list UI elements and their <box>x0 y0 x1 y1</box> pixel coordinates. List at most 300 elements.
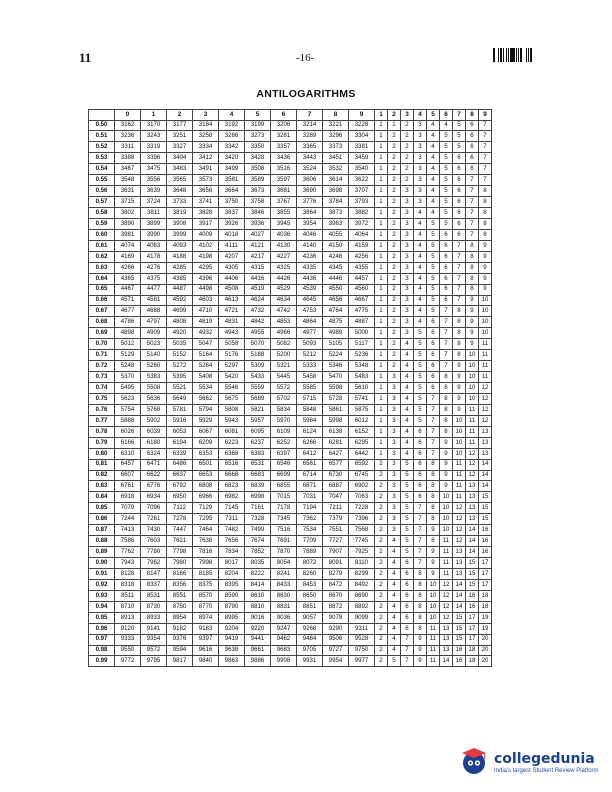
antilog-value: 9162 <box>167 623 193 634</box>
antilog-value: 8453 <box>297 579 323 590</box>
antilog-value: 5236 <box>349 350 375 361</box>
antilog-value: 3589 <box>245 175 271 186</box>
mean-difference: 18 <box>466 656 479 667</box>
mean-difference: 9 <box>466 317 479 328</box>
antilog-value: 3673 <box>245 186 271 197</box>
mean-difference: 4 <box>427 120 440 131</box>
antilog-value: 4276 <box>141 262 167 273</box>
mean-difference: 6 <box>401 612 414 623</box>
row-key: 0.84 <box>89 492 115 503</box>
antilog-value: 4603 <box>193 295 219 306</box>
mean-difference: 5 <box>427 218 440 229</box>
antilog-value: 7638 <box>193 536 219 547</box>
mean-difference: 13 <box>453 568 466 579</box>
antilog-value: 7816 <box>193 547 219 558</box>
row-key: 0.79 <box>89 437 115 448</box>
mean-difference: 5 <box>414 393 427 404</box>
antilog-value: 9977 <box>349 656 375 667</box>
row-key: 0.56 <box>89 186 115 197</box>
antilog-value: 5164 <box>193 350 219 361</box>
antilog-value: 3681 <box>271 186 297 197</box>
mean-difference: 7 <box>453 251 466 262</box>
row-key: 0.52 <box>89 142 115 153</box>
mean-difference: 12 <box>440 590 453 601</box>
row-key: 0.86 <box>89 514 115 525</box>
antilog-value: 3214 <box>297 120 323 131</box>
row-key: 0.76 <box>89 404 115 415</box>
mean-difference: 2 <box>375 470 388 481</box>
antilog-value: 4140 <box>297 240 323 251</box>
antilog-value: 5433 <box>245 372 271 383</box>
table-row <box>89 547 492 558</box>
antilog-value: 8710 <box>115 601 141 612</box>
mean-difference: 1 <box>375 415 388 426</box>
antilog-value: 4819 <box>193 317 219 328</box>
row-key: 0.89 <box>89 547 115 558</box>
mean-difference: 6 <box>427 328 440 339</box>
antilog-value: 5129 <box>115 350 141 361</box>
mean-difference: 3 <box>388 426 401 437</box>
antilog-value: 7194 <box>297 503 323 514</box>
mean-difference: 2 <box>388 131 401 142</box>
antilog-value: 9141 <box>141 623 167 634</box>
mean-difference: 9 <box>466 339 479 350</box>
mean-difference: 6 <box>466 164 479 175</box>
mean-difference: 7 <box>427 404 440 415</box>
row-key: 0.54 <box>89 164 115 175</box>
mean-difference: 4 <box>427 197 440 208</box>
antilog-value: 9908 <box>271 656 297 667</box>
mean-difference: 1 <box>375 306 388 317</box>
mean-difference: 7 <box>440 350 453 361</box>
antilog-value: 4732 <box>245 306 271 317</box>
mean-difference: 10 <box>466 361 479 372</box>
antilog-value: 6486 <box>167 459 193 470</box>
antilog-value: 3581 <box>219 175 245 186</box>
antilog-value: 5984 <box>297 415 323 426</box>
antilog-value: 3565 <box>167 175 193 186</box>
antilog-value: 5768 <box>141 404 167 415</box>
antilog-value: 6053 <box>167 426 193 437</box>
mean-difference: 8 <box>466 273 479 284</box>
antilog-value: 4710 <box>193 306 219 317</box>
row-key: 0.87 <box>89 525 115 536</box>
antilog-value: 3467 <box>115 164 141 175</box>
antilog-value: 5212 <box>297 350 323 361</box>
antilog-value: 3954 <box>297 218 323 229</box>
mean-difference: 2 <box>401 164 414 175</box>
mean-difference: 1 <box>375 142 388 153</box>
antilog-value: 7430 <box>141 525 167 536</box>
mean-difference: 2 <box>375 645 388 656</box>
mean-difference: 9 <box>479 240 492 251</box>
antilog-value: 9078 <box>323 612 349 623</box>
mean-difference: 9 <box>453 404 466 415</box>
mean-difference: 7 <box>453 295 466 306</box>
mean-difference: 11 <box>427 623 440 634</box>
mean-difference: 4 <box>427 164 440 175</box>
mean-difference: 3 <box>388 470 401 481</box>
antilog-value: 3741 <box>193 197 219 208</box>
antilog-value: 5470 <box>323 372 349 383</box>
antilog-value: 5675 <box>219 393 245 404</box>
column-header-difference: 7 <box>453 110 466 121</box>
mean-difference: 6 <box>453 229 466 240</box>
antilog-value: 5058 <box>219 339 245 350</box>
antilog-value: 5929 <box>193 415 219 426</box>
antilog-value: 7079 <box>115 503 141 514</box>
antilog-value: 6902 <box>349 481 375 492</box>
antilog-value: 6138 <box>323 426 349 437</box>
antilog-value: 6209 <box>193 437 219 448</box>
antilog-value: 4207 <box>219 251 245 262</box>
antilog-value: 6561 <box>297 459 323 470</box>
mean-difference: 5 <box>427 306 440 317</box>
mean-difference: 6 <box>440 295 453 306</box>
antilog-value: 7852 <box>245 547 271 558</box>
mean-difference: 9 <box>440 481 453 492</box>
column-header-main: 6 <box>271 110 297 121</box>
mean-difference: 5 <box>414 372 427 383</box>
antilog-value: 3656 <box>193 186 219 197</box>
antilog-value: 6310 <box>115 448 141 459</box>
antilog-value: 4550 <box>323 284 349 295</box>
mean-difference: 5 <box>401 470 414 481</box>
mean-difference: 3 <box>401 284 414 295</box>
row-key: 0.97 <box>89 634 115 645</box>
mean-difference: 1 <box>375 404 388 415</box>
table-row <box>89 459 492 470</box>
mean-difference: 19 <box>479 623 492 634</box>
antilog-value: 5035 <box>167 339 193 350</box>
mean-difference: 3 <box>414 120 427 131</box>
antilog-value: 8570 <box>193 590 219 601</box>
mean-difference: 6 <box>401 568 414 579</box>
antilog-value: 4130 <box>271 240 297 251</box>
mean-difference: 2 <box>388 142 401 153</box>
mean-difference: 2 <box>388 251 401 262</box>
antilog-value: 3758 <box>245 197 271 208</box>
graduate-cap-icon <box>458 746 490 778</box>
mean-difference: 13 <box>466 503 479 514</box>
mean-difference: 13 <box>466 514 479 525</box>
mean-difference: 6 <box>427 372 440 383</box>
antilog-value: 5224 <box>323 350 349 361</box>
antilog-value: 7063 <box>349 492 375 503</box>
antilog-value: 6531 <box>245 459 271 470</box>
mean-difference: 3 <box>388 415 401 426</box>
table-row <box>89 481 492 492</box>
antilog-value: 4529 <box>271 284 297 295</box>
mean-difference: 11 <box>453 492 466 503</box>
antilog-value: 3664 <box>219 186 245 197</box>
antilog-value: 8433 <box>271 579 297 590</box>
antilog-value: 4742 <box>271 306 297 317</box>
antilog-value: 4898 <box>115 328 141 339</box>
antilog-value: 8650 <box>297 590 323 601</box>
antilog-value: 8995 <box>219 612 245 623</box>
mean-difference: 20 <box>479 656 492 667</box>
mean-difference: 2 <box>375 481 388 492</box>
antilog-value: 4426 <box>271 273 297 284</box>
antilog-value: 3573 <box>193 175 219 186</box>
mean-difference: 15 <box>453 634 466 645</box>
antilog-value: 4198 <box>193 251 219 262</box>
antilog-value: 7907 <box>323 547 349 558</box>
mean-difference: 12 <box>440 579 453 590</box>
mean-difference: 4 <box>401 415 414 426</box>
mean-difference: 11 <box>479 361 492 372</box>
antilog-value: 5420 <box>219 372 245 383</box>
antilog-value: 6095 <box>245 426 271 437</box>
mean-difference: 11 <box>466 437 479 448</box>
mean-difference: 8 <box>414 601 427 612</box>
mean-difference: 7 <box>479 175 492 186</box>
mean-difference: 6 <box>440 251 453 262</box>
mean-difference: 2 <box>375 459 388 470</box>
table-row <box>89 197 492 208</box>
mean-difference: 5 <box>440 142 453 153</box>
mean-difference: 7 <box>401 656 414 667</box>
antilog-value: 9727 <box>323 645 349 656</box>
antilog-value: 3350 <box>245 142 271 153</box>
mean-difference: 2 <box>375 568 388 579</box>
antilog-value: 9550 <box>115 645 141 656</box>
antilog-value: 3420 <box>219 153 245 164</box>
table-row <box>89 645 492 656</box>
mean-difference: 2 <box>401 175 414 186</box>
mean-difference: 16 <box>453 656 466 667</box>
antilog-value: 5754 <box>115 404 141 415</box>
antilog-value: 5333 <box>297 361 323 372</box>
antilog-value: 5070 <box>245 339 271 350</box>
mean-difference: 10 <box>440 514 453 525</box>
row-key: 0.67 <box>89 306 115 317</box>
antilog-value: 5370 <box>115 372 141 383</box>
antilog-value: 3532 <box>323 164 349 175</box>
antilog-value: 3908 <box>167 218 193 229</box>
antilog-value: 3436 <box>271 153 297 164</box>
antilog-value: 5741 <box>349 393 375 404</box>
barcode <box>493 48 549 62</box>
row-key: 0.85 <box>89 503 115 514</box>
mean-difference: 7 <box>414 536 427 547</box>
mean-difference: 6 <box>440 240 453 251</box>
antilog-value: 5395 <box>167 372 193 383</box>
column-header-difference: 1 <box>375 110 388 121</box>
antilog-value: 6516 <box>219 459 245 470</box>
antilog-value: 4909 <box>141 328 167 339</box>
mean-difference: 4 <box>401 339 414 350</box>
mean-difference: 2 <box>388 339 401 350</box>
antilog-value: 9772 <box>115 656 141 667</box>
antilog-value: 3311 <box>115 142 141 153</box>
antilog-value: 6383 <box>245 448 271 459</box>
antilog-value: 3837 <box>219 208 245 219</box>
mean-difference: 2 <box>388 208 401 219</box>
mean-difference: 15 <box>479 503 492 514</box>
antilog-value: 3459 <box>349 153 375 164</box>
mean-difference: 6 <box>440 229 453 240</box>
antilog-value: 3396 <box>141 153 167 164</box>
antilog-value: 7096 <box>141 503 167 514</box>
mean-difference: 8 <box>427 481 440 492</box>
mean-difference: 4 <box>414 218 427 229</box>
antilog-value: 9290 <box>323 623 349 634</box>
mean-difference: 7 <box>453 240 466 251</box>
antilog-value: 4027 <box>245 229 271 240</box>
antilog-value: 9311 <box>349 623 375 634</box>
mean-difference: 6 <box>427 317 440 328</box>
antilog-value: 4355 <box>349 262 375 273</box>
mean-difference: 7 <box>427 393 440 404</box>
antilog-value: 9484 <box>297 634 323 645</box>
antilog-value: 6026 <box>115 426 141 437</box>
antilog-value: 3855 <box>271 208 297 219</box>
mean-difference: 6 <box>401 590 414 601</box>
antilog-value: 5781 <box>167 404 193 415</box>
antilog-value: 6982 <box>219 492 245 503</box>
antilog-value: 9840 <box>193 656 219 667</box>
antilog-value: 4677 <box>115 306 141 317</box>
antilog-value: 4887 <box>349 317 375 328</box>
mean-difference: 1 <box>388 120 401 131</box>
table-row <box>89 306 492 317</box>
mean-difference: 8 <box>466 262 479 273</box>
table-row <box>89 634 492 645</box>
mean-difference: 10 <box>479 295 492 306</box>
mean-difference: 1 <box>375 208 388 219</box>
antilog-value: 6887 <box>323 481 349 492</box>
antilog-value: 5408 <box>193 372 219 383</box>
table-row <box>89 590 492 601</box>
antilog-value: 9220 <box>245 623 271 634</box>
mean-difference: 2 <box>401 131 414 142</box>
mean-difference: 3 <box>388 404 401 415</box>
antilog-value: 4581 <box>141 295 167 306</box>
antilog-value: 5248 <box>115 361 141 372</box>
mean-difference: 6 <box>453 186 466 197</box>
antilog-value: 5023 <box>141 339 167 350</box>
mean-difference: 11 <box>427 634 440 645</box>
mean-difference: 1 <box>375 372 388 383</box>
mean-difference: 16 <box>479 525 492 536</box>
antilog-value: 5012 <box>115 339 141 350</box>
mean-difference: 5 <box>414 361 427 372</box>
mean-difference: 1 <box>375 164 388 175</box>
antilog-value: 8851 <box>297 601 323 612</box>
antilog-value: 3631 <box>115 186 141 197</box>
mean-difference: 3 <box>388 503 401 514</box>
antilog-value: 5346 <box>323 361 349 372</box>
antilog-value: 8810 <box>245 601 271 612</box>
mean-difference: 10 <box>427 601 440 612</box>
mean-difference: 3 <box>401 317 414 328</box>
antilog-value: 3802 <box>115 208 141 219</box>
antilog-value: 3622 <box>349 175 375 186</box>
antilog-value: 7499 <box>245 525 271 536</box>
antilog-value: 4325 <box>271 262 297 273</box>
antilog-value: 8831 <box>271 601 297 612</box>
mean-difference: 8 <box>414 579 427 590</box>
table-row <box>89 656 492 667</box>
antilog-value: 9057 <box>297 612 323 623</box>
mean-difference: 2 <box>388 273 401 284</box>
mean-difference: 4 <box>388 568 401 579</box>
table-row <box>89 284 492 295</box>
antilog-value: 9817 <box>167 656 193 667</box>
column-header-difference: 8 <box>466 110 479 121</box>
antilog-value: 8630 <box>271 590 297 601</box>
mean-difference: 3 <box>388 383 401 394</box>
antilog-value: 4932 <box>193 328 219 339</box>
antilog-value: 3715 <box>115 197 141 208</box>
mean-difference: 4 <box>401 426 414 437</box>
mean-difference: 10 <box>453 437 466 448</box>
table-row <box>89 240 492 251</box>
antilog-value: 7656 <box>219 536 245 547</box>
antilog-value: 4977 <box>297 328 323 339</box>
mean-difference: 10 <box>479 306 492 317</box>
mean-difference: 5 <box>427 229 440 240</box>
table-row <box>89 470 492 481</box>
antilog-value: 4178 <box>141 251 167 262</box>
antilog-value: 4396 <box>193 273 219 284</box>
mean-difference: 8 <box>453 339 466 350</box>
mean-difference: 4 <box>414 240 427 251</box>
antilog-value: 4266 <box>115 262 141 273</box>
table-row <box>89 208 492 219</box>
antilog-value: 5284 <box>193 361 219 372</box>
antilog-value: 6998 <box>245 492 271 503</box>
antilog-value: 8260 <box>297 568 323 579</box>
mean-difference: 7 <box>427 437 440 448</box>
antilog-value: 6067 <box>193 426 219 437</box>
mean-difference: 6 <box>427 383 440 394</box>
antilog-value: 5297 <box>219 361 245 372</box>
mean-difference: 3 <box>414 153 427 164</box>
mean-difference: 3 <box>401 208 414 219</box>
antilog-value: 6180 <box>141 437 167 448</box>
antilog-value: 4656 <box>323 295 349 306</box>
antilog-value: 7129 <box>193 503 219 514</box>
antilog-value: 6457 <box>115 459 141 470</box>
mean-difference: 15 <box>466 558 479 569</box>
mean-difference: 7 <box>466 218 479 229</box>
antilog-value: 3184 <box>193 120 219 131</box>
antilog-value: 3177 <box>167 120 193 131</box>
antilog-value: 9683 <box>271 645 297 656</box>
antilog-value: 6699 <box>271 470 297 481</box>
mean-difference: 15 <box>479 492 492 503</box>
mean-difference: 5 <box>440 153 453 164</box>
mean-difference: 1 <box>375 361 388 372</box>
mean-difference: 11 <box>440 536 453 547</box>
antilog-value: 3221 <box>323 120 349 131</box>
antilog-value: 7980 <box>167 558 193 569</box>
antilog-value: 4246 <box>323 251 349 262</box>
mean-difference: 3 <box>401 229 414 240</box>
table-row <box>89 536 492 547</box>
column-header-difference: 2 <box>388 110 401 121</box>
mean-difference: 8 <box>479 208 492 219</box>
mean-difference: 8 <box>414 612 427 623</box>
mean-difference: 1 <box>375 339 388 350</box>
antilog-value: 9419 <box>219 634 245 645</box>
antilog-value: 6823 <box>219 481 245 492</box>
antilog-value: 5534 <box>193 383 219 394</box>
mean-difference: 8 <box>453 306 466 317</box>
